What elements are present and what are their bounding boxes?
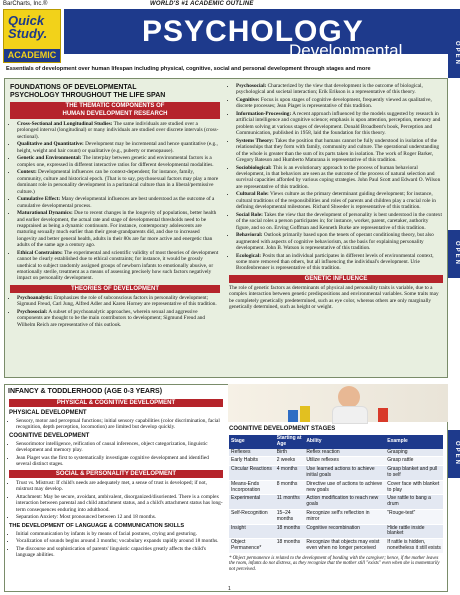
themes-bar-line2: HUMAN DEVELOPMENT RESEARCH <box>62 110 168 117</box>
list-item: • Sociobiological: This is an evolutionary approach to the process of human behavioral development, in that behaviors are seen as the outcome of the process of natural selection and survival capacities afforded by various coping strategies. John Paul Scott and Edward O. Wilson are representative of this tradition. <box>236 165 443 191</box>
list-item: • Psychosocial: Characterized by the view that development is the outcome of biological, psychological and societal interaction; Erik Erikson is a representative of this theory. <box>236 83 443 96</box>
list-item: • Systems Theory: Takes the position that humans cannot be fully understood in isolation of the relationships that they form with family, community and culture. The operational understanding of the whole is greater than the sum of its parts taken in isolation. The work of Roger Barker, Gregory Bateson and Humberto Maturana is representative of this tradition. <box>236 138 443 164</box>
language-heading: THE DEVELOPMENT OF LANGUAGE & COMMUNICATION SKILLS <box>9 522 185 529</box>
list-item: • Ecological: Posits that an individual participates in different levels of environmental context, some more removed than others, but all influencing the individual's development. Urie Bronfenbrenner is representative of this tradition. <box>236 253 443 272</box>
publisher: BarCharts, Inc.® <box>3 1 48 7</box>
table-row: Reflexes Birth Reflex reaction Grasping <box>229 449 443 457</box>
table-footnote: * Object permanence is related to the development of bonding with the caregiver; hence, if the mother leaves the room, infants do not distress, as they recognize that the mother still "exists" even when she is momentarily not perceived. <box>229 555 440 572</box>
cognitive-stages-panel <box>229 425 443 574</box>
table-header-row <box>229 435 443 449</box>
table-row: Means-Ends Incorporation 8 months Directive use of actions to achieve new goals Cover face with blanket to play <box>229 480 443 495</box>
side-tab-open-2[interactable]: OPEN <box>448 230 460 278</box>
theories-continued-list <box>229 83 443 272</box>
left-column <box>10 84 220 329</box>
cognitive-list <box>9 441 223 468</box>
table-title: COGNITIVE DEVELOPMENT STAGES <box>229 426 336 432</box>
genetic-influence-bar: GENETIC INFLUENCE <box>229 275 443 283</box>
list-item: • Separation Anxiety: Most pronounced between 12 and 18 months. <box>16 514 223 520</box>
list-item: • Information-Processing: A recent approach influenced by the models suggested by research in artificial intelligence and cognitive science; emphasis is upon attention, perception, memory and problem solving at various stages of development. Donald Broadbent's book, Perception and Communication, published in 1958, laid the foundation for this theory. <box>236 111 443 137</box>
themes-bar-line1: THE THEMATIC COMPONENTS OF <box>65 103 165 109</box>
page-subtitle: Developmental <box>289 41 403 60</box>
table-row: Circular Reactions 4 months Use learned actions to achieve initial goals Grasp blanket and pull to self <box>229 466 443 481</box>
list-item: • Sensorimotor intelligence, reification of causal inferences, object categorization, linguistic development and memory play. <box>16 441 223 454</box>
table-header: Starting at Age <box>275 435 305 449</box>
right-column <box>229 83 443 312</box>
table-row: Object Permanence* 18 months Recognize that objects may exist even when no longer perceived If rattle is hidden, nonetheless it still exists <box>229 539 443 554</box>
themes-bar <box>10 102 220 119</box>
cognitive-development-heading: COGNITIVE DEVELOPMENT <box>9 433 90 439</box>
language-list <box>9 531 223 559</box>
cognitive-stages-table <box>229 435 443 554</box>
social-personality-bar: SOCIAL & PERSONALITY DEVELOPMENT <box>9 470 223 478</box>
red-cup-shape <box>378 408 388 422</box>
slogan: WORLD'S #1 ACADEMIC OUTLINE <box>150 1 254 7</box>
list-item: • Behavioral: Outlook primarily based upon the tenets of operant conditioning theory, but also augmented with aspects of cognitive behaviorism, as the basis for explaining personality development. John B. Watson is representative of this tradition. <box>236 232 443 251</box>
list-item: • Cumulative Effect: Many developmental influences are best understood as the outcome of a cumulative developmental process. <box>17 196 220 209</box>
table-header: Example <box>385 435 443 449</box>
list-item: • Psychosocial: A subset of psychoanalytic approaches, wherein sexual and aggressive components are thought to be the main contributors to development; Sigmund Freud and Wilhelm Reich are representative of this outlook. <box>17 309 220 328</box>
themes-list <box>10 121 220 282</box>
yellow-cup-shape <box>300 406 310 422</box>
list-item: • Social Role: Takes the view that the development of personality is best understood in the context of the social roles a person participates in; for instance, worker, parent, caretaker, authority figure, and so on. Erving Goffman and Kenneth Burke are representative of this tradition. <box>236 212 443 231</box>
page-number: 1 <box>228 586 231 592</box>
social-list <box>9 480 223 521</box>
physical-list <box>9 418 223 431</box>
theories-list <box>10 295 220 328</box>
heading-line1: FOUNDATIONS OF DEVELOPMENTAL <box>10 84 137 91</box>
list-item: • Maturational Dynamics: Due to recent changes in the longevity of populations, better health and earlier development, the actual rate and stage of developmental thresholds need to be reappraised as being a dynamic continuum. For instance, contemporary adolescents are maturing sexually much earlier than their great-grandparents did, and due to increased longevity and better general health, adults in their 80s are far more active and energetic than adults of the same age a century ago. <box>17 210 220 248</box>
blue-cup-shape <box>288 410 298 422</box>
table-header: Stage <box>229 435 275 449</box>
heading-line2: PSYCHOLOGY THROUGHOUT THE LIFE SPAN <box>10 92 166 99</box>
quickstudy-logo <box>3 9 61 63</box>
list-item: • The discourse and sophistication of parents' linguistic capacities greatly affects the child's language abilities. <box>16 546 223 559</box>
list-item: • Attachment: May be secure, avoidant, ambivalent, disorganized/disoriented. There is a complex interaction between parental and child attachment status, and a child's attachment status has long-term consequences enduring into adulthood. <box>16 494 223 513</box>
table-row: Self-Recognition 15–24 months Recognize self's reflection in mirror "Rouge-test" <box>229 509 443 524</box>
list-item: • Sensory, motor and perceptual functions; initial sensory capabilities (color discrimination, facial recognition, depth perception, locomotion) are limited but develop quickly. <box>16 418 223 431</box>
baby-photo <box>228 384 448 422</box>
physical-cognitive-bar: PHYSICAL & COGNITIVE DEVELOPMENT <box>9 399 223 407</box>
logo-academic: ACADEMIC <box>4 49 60 62</box>
list-item: • Jean Piaget was the first to systematically investigate cognitive development and identified several distinct stages. <box>16 455 223 468</box>
physical-development-heading: PHYSICAL DEVELOPMENT <box>9 410 87 416</box>
list-item: • Cultural Role: Views culture as the primary determinant guiding development; for instance, cultural traditions of the responsibilities and roles of parents and children play a crucial role in defining developmental milestones. Richard Shweder is representative of this tradition. <box>236 191 443 210</box>
side-tab-open-1[interactable]: OPEN <box>448 30 460 78</box>
list-item: • Vocalization of sounds begins around 3 months; vocabulary expands rapidly around 18 months. <box>16 538 223 544</box>
foundations-heading <box>10 84 220 100</box>
side-tab-open-3[interactable]: OPEN <box>448 430 460 478</box>
infancy-left-column <box>9 399 223 560</box>
title-bar <box>64 9 460 60</box>
list-item: • Qualitative and Quantitative: Development may be incremental and hence quantitative (e.g., height, weight and hair count) or qualitative (e.g., puberty or menopause). <box>17 141 220 154</box>
table-row: Early Habits 2 weeks Utilize reflexes Grasp rattle <box>229 457 443 466</box>
list-item: • Context: Developmental influences can be context-dependent; for instance, family, community, culture and historical epoch. (That is to say, psychosexual factors may play a more dominant role in personality development in a puritanical culture than in a liberal/permissive culture.) <box>17 169 220 195</box>
logo-line1: Quick <box>8 13 45 28</box>
list-item: • Cross-Sectional and Longitudinal Studies: The same individuals are studied over a prolonged interval (longitudinal) or many individuals are studied over discrete intervals (cross-sectional). <box>17 121 220 140</box>
page-title: PSYCHOLOGY <box>142 15 364 48</box>
table-row: Insight 18 months Cognitive recombination Hide rattle inside blanket <box>229 524 443 539</box>
tagline: Essentials of development over human lifespan including physical, cognitive, social and personal development through stages and more <box>6 66 371 72</box>
theories-bar: THEORIES OF DEVELOPMENT <box>10 285 220 293</box>
foundations-section <box>4 78 448 378</box>
list-item: • Psychoanalytic: Emphasizes the role of subconscious factors in personality development; Sigmund Freud, Carl Jung, Alfred Adler and Karen Horney are representative of this tradition. <box>17 295 220 308</box>
list-item: • Ethical Constraints: The experimental and scientific validity of most theories of development cannot be clearly established due to ethical constraints; for instance, it would be grossly unethical to subject randomly assigned groups of newborn infants to emotionally abusive, or emotionally sterile, treatment as a means of assessing precisely how such factors negatively impact on personality development. <box>17 250 220 282</box>
logo-line2: Study. <box>8 26 48 41</box>
list-item: • Genetic and Environmental: The interplay between genetic and environmental factors is a complex one, expressed in different interactive ratios for different developmental modalities. <box>17 155 220 168</box>
table-header: Ability <box>304 435 385 449</box>
list-item: • Trust vs. Mistrust: If child's needs are adequately met, a sense of trust is developed; if not, mistrust may develop. <box>16 480 223 493</box>
baby-head-shape <box>338 386 360 408</box>
infancy-title: INFANCY & TODDLERHOOD (AGE 0-3 YEARS) <box>8 388 163 395</box>
list-item: • Cognitive: Focus is upon stages of cognitive development, frequently viewed as qualitative, discrete processes; Jean Piaget is representative of this tradition. <box>236 97 443 110</box>
genetic-influence-text: The role of genetic factors as determinants of physical and personality traits is variable, due to a complex interaction between genetic predispositions and environmental variables. Some traits may be completely genetically predetermined, such as eye color, whereas others are only marginally genetically determined, such as height or weight. <box>229 284 439 311</box>
table-row: Experimental 11 months Action modification to reach new goals Use rattle to bang a drum <box>229 495 443 510</box>
list-item: • Initial communication by infants is by means of facial postures, crying and gesturing. <box>16 531 223 537</box>
baby-body-shape <box>332 406 368 424</box>
